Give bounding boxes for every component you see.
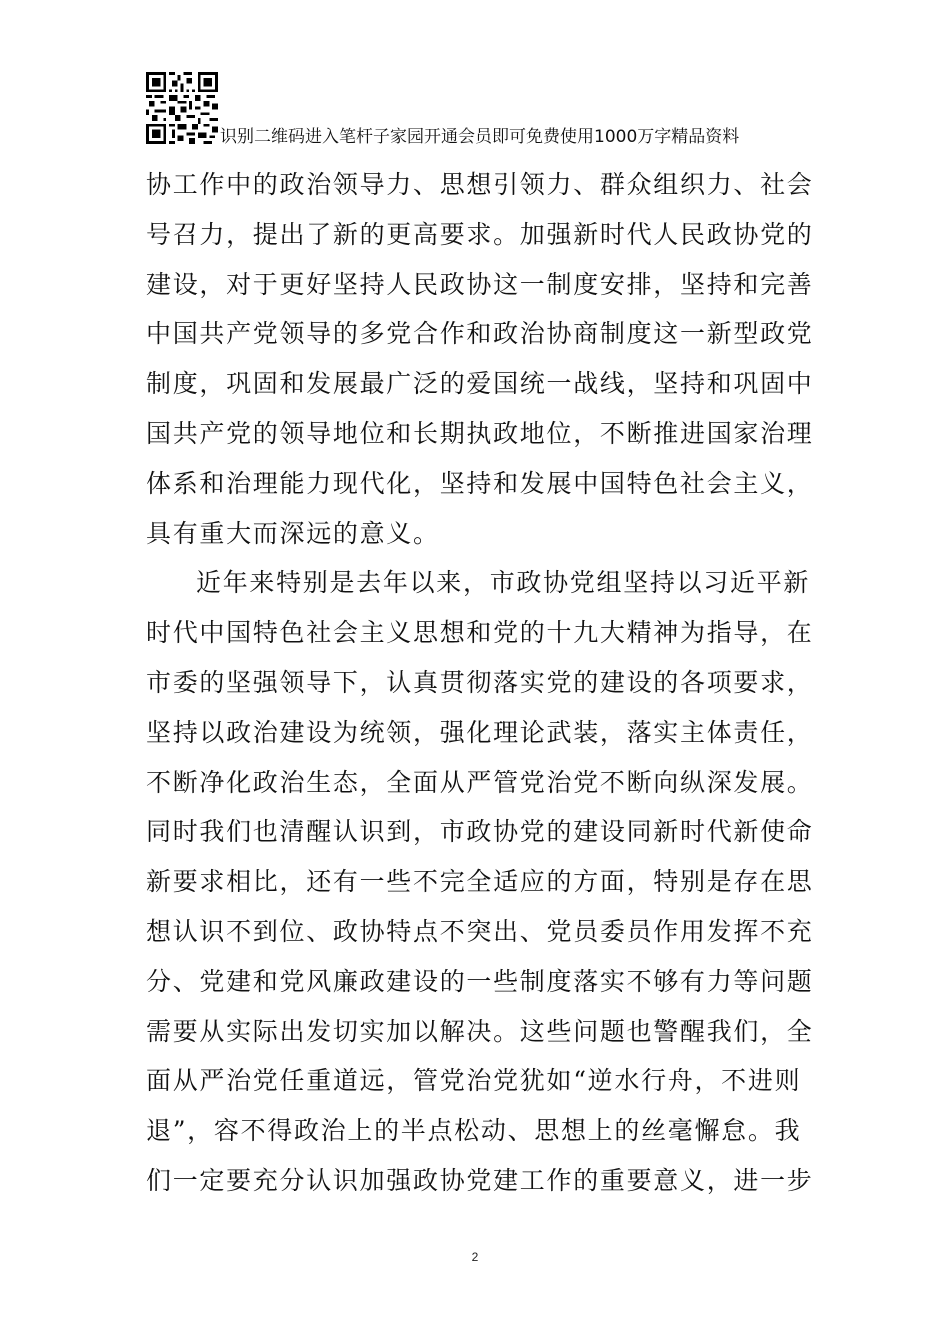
text-line: 不断净化政治生态，全面从严管党治党不断向纵深发展。 — [146, 767, 814, 797]
text-line: 时代中国特色社会主义思想和党的十九大精神为指导，在 — [146, 618, 814, 648]
text-line: 们一定要充分认识加强政协党建工作的重要意义，进一步 — [146, 1165, 814, 1195]
text-line: 协工作中的政治领导力、思想引领力、群众组织力、社会 — [146, 170, 814, 199]
text-line: 体系和治理能力现代化，坚持和发展中国特色社会主义， — [146, 468, 814, 498]
text-line: 坚持以政治建设为统领，强化理论武装，落实主体责任， — [146, 717, 814, 747]
text-line: 中国共产党领导的多党合作和政治协商制度这一新型政党 — [146, 319, 814, 349]
text-line: 号召力，提出了新的更高要求。加强新时代人民政协党的 — [146, 219, 814, 249]
text-line: 新要求相比，还有一些不完全适应的方面，特别是存在思 — [146, 867, 814, 897]
text-line: 需要从实际出发切实加以解决。这些问题也警醒我们，全 — [146, 1016, 814, 1046]
promo-banner-text: 识别二维码进入笔杆子家园开通会员即可免费使用1000万字精品资料 — [220, 127, 740, 147]
text-line: 想认识不到位、政协特点不突出、党员委员作用发挥不充 — [146, 916, 814, 946]
text-line: 同时我们也清醒认识到，市政协党的建设同新时代新使命 — [146, 817, 814, 847]
text-line: 分、党建和党风廉政建设的一些制度落实不够有力等问题 — [146, 966, 814, 996]
text-line: 面从严治党任重道远，管党治党犹如“逆水行舟，不进则 — [146, 1066, 802, 1096]
body-text — [146, 160, 814, 1206]
paragraph-start-line: 近年来特别是去年以来，市政协党组坚持以习近平新 — [196, 568, 811, 598]
text-line: 市委的坚强领导下，认真贯彻落实党的建设的各项要求， — [146, 667, 814, 697]
text-line: 制度，巩固和发展最广泛的爱国统一战线，坚持和巩固中 — [146, 369, 814, 399]
text-line: 具有重大而深远的意义。 — [146, 518, 440, 548]
text-line: 国共产党的领导地位和长期执政地位，不断推进国家治理 — [146, 418, 814, 448]
page-number: 2 — [471, 1250, 479, 1264]
text-line: 建设，对于更好坚持人民政协这一制度安排，坚持和完善 — [146, 269, 814, 299]
text-line: 退”，容不得政治上的半点松动、思想上的丝毫懈怠。我 — [146, 1116, 802, 1146]
qr-code-icon[interactable] — [146, 72, 218, 144]
